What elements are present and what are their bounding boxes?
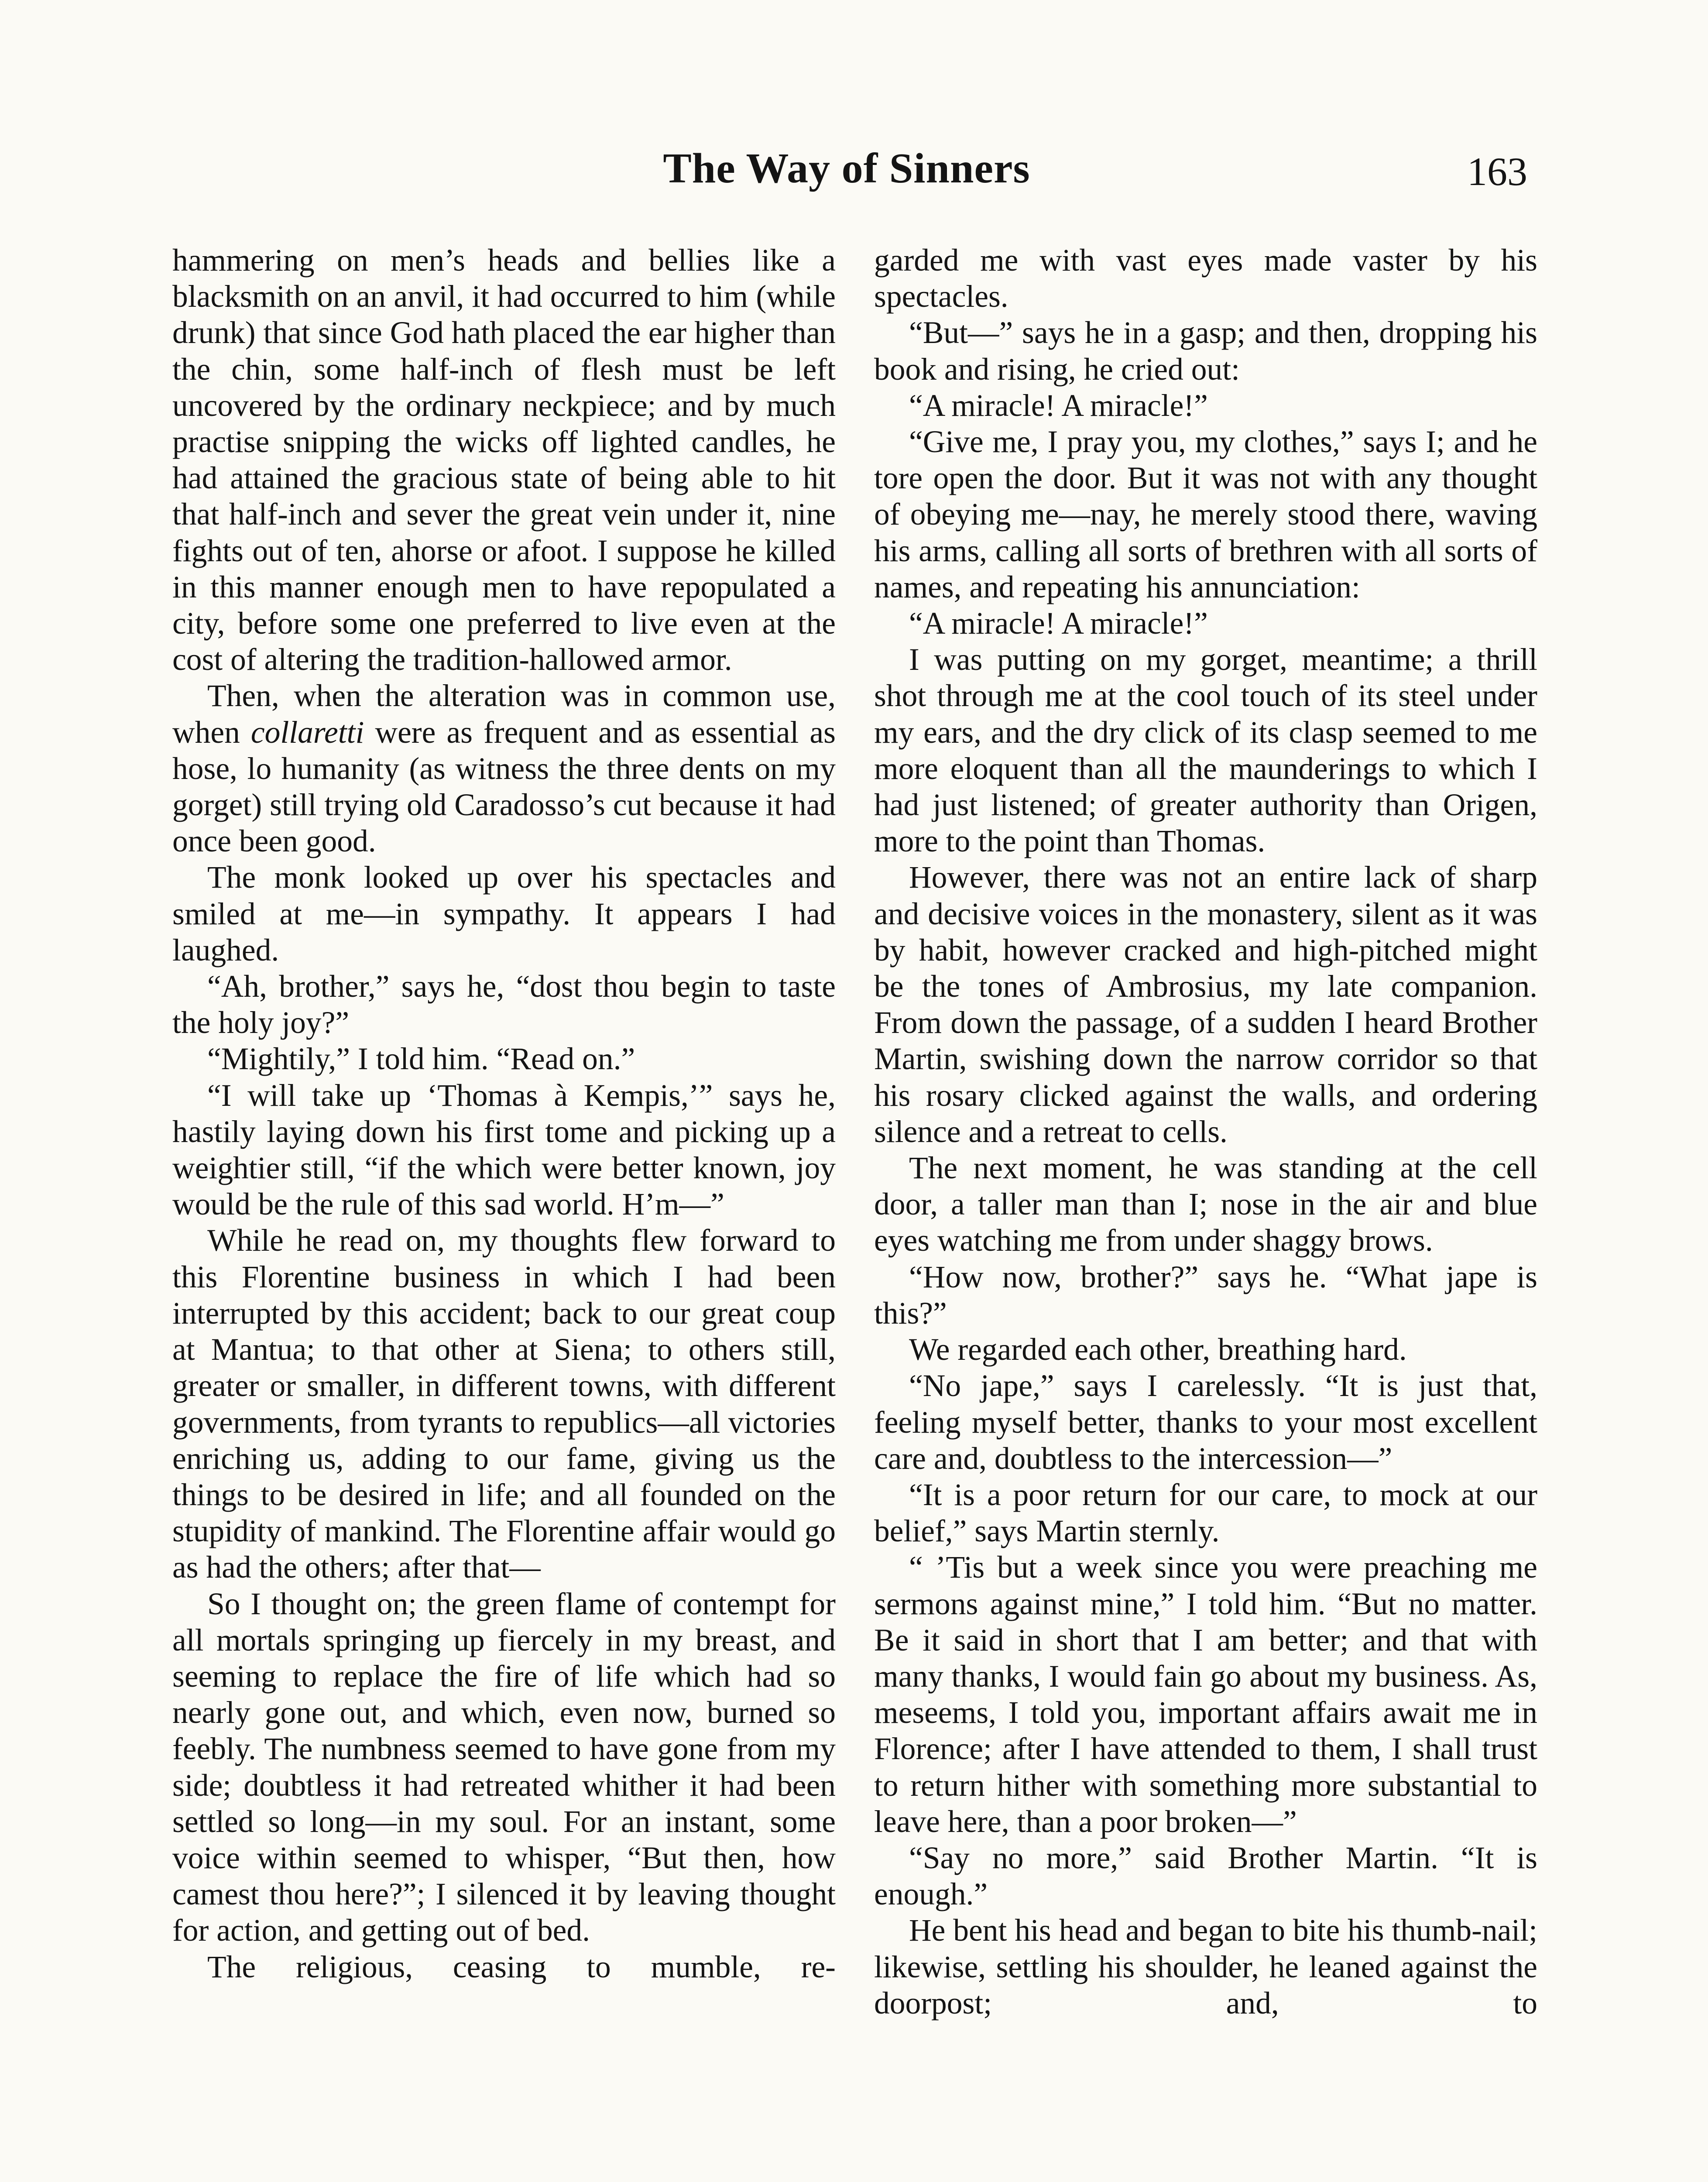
- paragraph: While he read on, my thoughts flew forward to this Florentine business in which I had been interrupted by this accident; back to our great coup at Mantua; to that other at Siena; to others still, greater or smaller, in different towns, with different governments, from tyrants to republics—all victories enriching us, adding to our fame, giving us the things to be desired in life; and all founded on the stupidity of mankind. The Florentine affair would go as had the others; after that—: [172, 1223, 836, 1585]
- paragraph: “Give me, I pray you, my clothes,” says I; and he tore open the door. But it was not with any thought of obeying me—nay, he merely stood there, waving his arms, calling all sorts of brethren with all sorts of names, and repeating his annunciation:: [874, 425, 1537, 604]
- paragraph: hammering on men’s heads and bellies like a blacksmith on an anvil, it had occurred to him (while drunk) that since God hath placed the ear higher than the chin, some half-inch of flesh must be left uncovered by the ordinary neckpiece; and by much practise snipping the wicks off lighted candles, he had attained the gracious state of being able to hit that half-inch and sever the great vein under it, nine fights out of ten, ahorse or afoot. I suppose he killed in this manner enough men to have repopulated a city, before some one preferred to live even at the cost of altering the tradition-hallowed armor.: [172, 243, 836, 677]
- paragraph: “ ’Tis but a week since you were preaching me sermons against mine,” I told him. “But no matter. Be it said in short that I am better; and that with many thanks, I would fain go about my business. As, meseems, I told you, important affairs await me in Florence; after I have attended to them, I shall trust to return hither with something more substantial to leave here, than a poor broken—”: [874, 1550, 1537, 1839]
- paragraph: “Ah, brother,” says he, “dost thou begin to taste the holy joy?”: [172, 969, 836, 1040]
- page-header: [166, 144, 1527, 209]
- page-number: 163: [1467, 149, 1527, 194]
- paragraph: I was putting on my gorget, meantime; a thrill shot through me at the cool touch of its steel under my ears, and the dry click of its clasp seemed to me more eloquent than all the maunderings to which I had just listened; of greater authority than Origen, more to the point than Thomas.: [874, 642, 1537, 859]
- italic-word: collaretti: [250, 715, 364, 750]
- paragraph: “Mightily,” I told him. “Read on.”: [207, 1042, 635, 1077]
- paragraph: “How now, brother?” says he. “What jape is this?”: [874, 1259, 1537, 1331]
- paragraph: “But—” says he in a gasp; and then, dropping his book and rising, he cried out:: [874, 316, 1537, 387]
- paragraph: The religious, ceasing to mumble, re-: [207, 1949, 836, 1984]
- paragraph: The next moment, he was standing at the cell door, a taller man than I; nose in the air and blue eyes watching me from under shaggy brows.: [874, 1151, 1537, 1258]
- paragraph: So I thought on; the green flame of contempt for all mortals springing up fiercely in my breast, and seeming to replace the fire of life which had so nearly gone out, and which, even now, burned so feebly. The numbness seemed to have gone from my side; doubtless it had retreated whither it had been settled so long—in my soul. For an instant, some voice within seemed to whisper, “But then, how camest thou here?”; I silenced it by leaving thought for action, and getting out of bed.: [172, 1586, 836, 1948]
- paragraph: He bent his head and began to bite his thumb-nail; likewise, settling his shoulder, he leaned against the doorpost; and, to: [874, 1913, 1537, 2021]
- left-text-column: [172, 242, 836, 1985]
- paragraph: garded me with vast eyes made vaster by his spectacles.: [874, 243, 1537, 314]
- paragraph: “A miracle! A miracle!”: [909, 388, 1208, 423]
- paragraph: “It is a poor return for our care, to mock at our belief,” says Martin sternly.: [874, 1477, 1537, 1549]
- paragraph: “Say no more,” said Brother Martin. “It is enough.”: [874, 1840, 1537, 1912]
- paragraph: “No jape,” says I carelessly. “It is just that, feeling myself better, thanks to your most excellent care and, doubtless to the intercession—”: [874, 1369, 1537, 1476]
- paragraph: However, there was not an entire lack of sharp and decisive voices in the monastery, silent as it was by habit, however cracked and high-pitched might be the tones of Ambrosius, my late companion. From down the passage, of a sudden I heard Brother Martin, swishing down the narrow corridor so that his rosary clicked against the walls, and ordering silence and a retreat to cells.: [874, 860, 1537, 1149]
- paragraph: “A miracle! A miracle!”: [909, 606, 1208, 641]
- paragraph: We regarded each other, breathing hard.: [909, 1332, 1407, 1367]
- paragraph: Then, when the alteration was in common use, when collaretti were as frequent and as essential as hose, lo humanity (as witness the three dents on my gorget) still trying old Caradosso’s cut because it had once been good.: [172, 679, 836, 859]
- running-title: The Way of Sinners: [663, 145, 1030, 192]
- paragraph: “I will take up ‘Thomas à Kempis,’” says he, hastily laying down his first tome and picking up a weightier still, “if the which were better known, joy would be the rule of this sad world. H’m—”: [172, 1078, 836, 1222]
- paragraph: The monk looked up over his spectacles and smiled at me—in sympathy. It appears I had laughed.: [172, 860, 836, 967]
- right-text-column: [874, 242, 1537, 2021]
